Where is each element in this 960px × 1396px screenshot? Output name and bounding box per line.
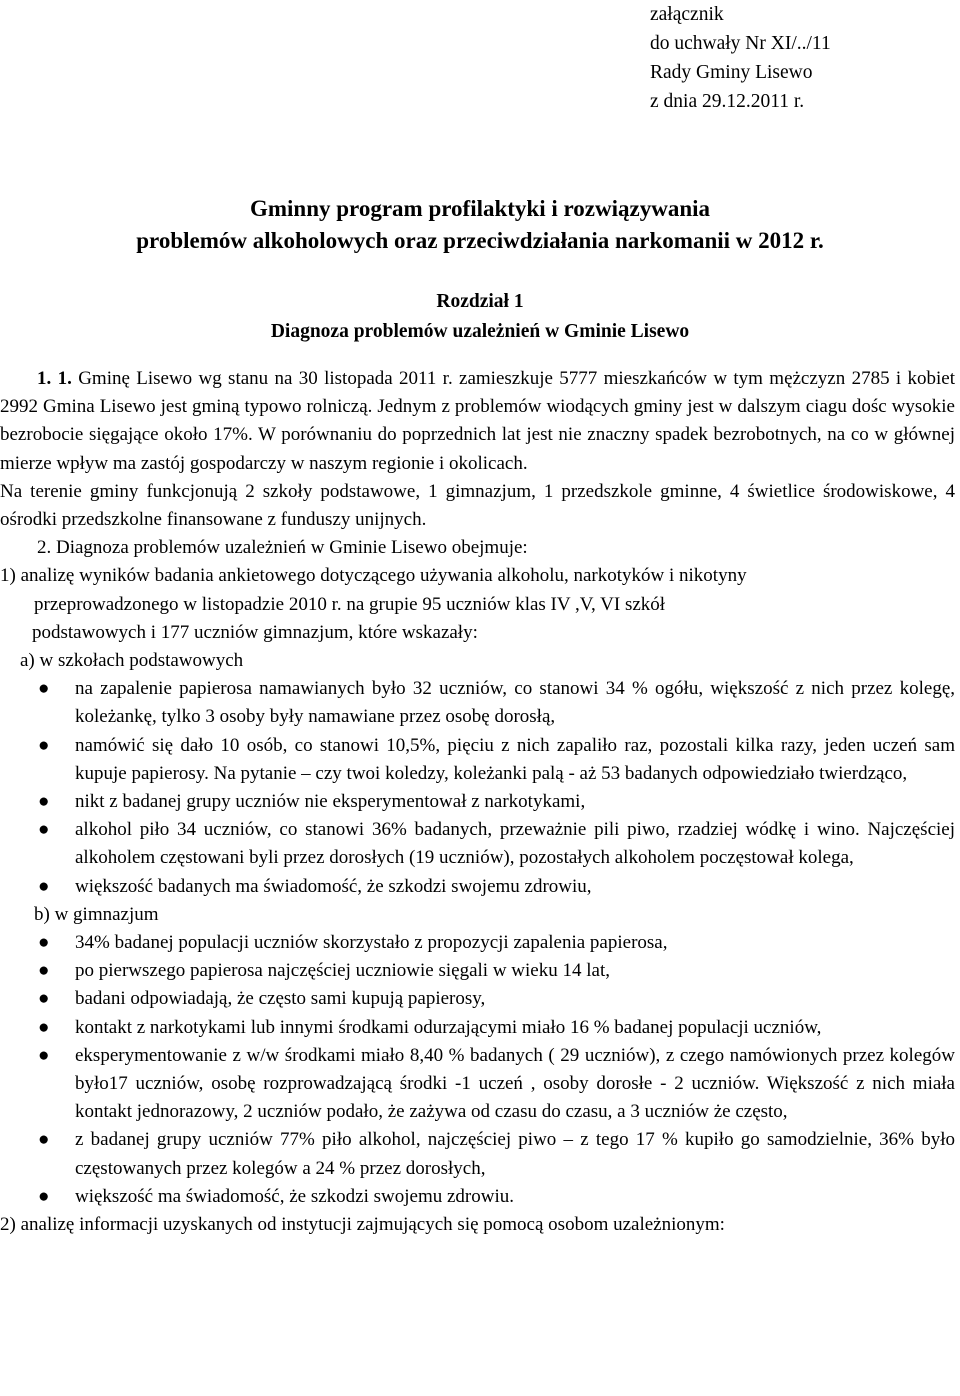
list-item: [0, 816, 955, 872]
list-item-text: większość ma świadomość, że szkodzi swojemu zdrowiu.: [75, 1185, 515, 1207]
list-item-text: po pierwszego papierosa najczęściej uczniowie sięgali w wieku 14 lat,: [75, 960, 610, 982]
section-2-item-1: 1) analizę wyników badania ankietowego dotyczącego używania alkoholu, narkotyków i nikotyny: [0, 565, 747, 587]
bullet-icon: ●: [38, 678, 50, 700]
title-line: problemów alkoholowych oraz przeciwdziałania narkomanii w 2012 r.: [136, 228, 824, 253]
list-item-text: eksperymentowanie z w/w środkami miało 8,40 % badanych ( 29 uczniów), z czego namówionych przez kolegów było17 uczniów, osobę rozprowadzającą środki -1 uczeń , osoby dorosłe - 2 uczniów. Większość z nich miała kontakt jednorazowy, 2 uczniów podało, że zażywa od czasu do czasu, a 3 uczniów że często,: [75, 1044, 955, 1123]
title-line: Gminny program profilaktyki i rozwiązywania: [249, 196, 711, 221]
bullet-icon: ●: [38, 734, 50, 756]
annex-line: załącznik: [650, 4, 724, 25]
list-item-text: namówić się dało 10 osób, co stanowi 10,5%, pięciu z nich zapaliło raz, pozostali kilka razy, jeden uczeń sam kupuje papierosy. Na pytanie – czy twoi koledzy, koleżanki palą - aż 53 badanych odpowiedziało twierdząco,: [75, 734, 955, 784]
bullet-icon: ●: [38, 988, 50, 1010]
bullet-icon: ●: [38, 791, 50, 813]
section-1-text: Gminę Lisewo wg stanu na 30 listopada 2011 r. zamieszkuje 5777 mieszkańców w tym mężczyzn 2785 i kobiet 2992 Gmina Lisewo jest gminą typowo rolniczą. Jednym z problemów wiodących gminy jest w dalszym ciagu dośc wysokie bezrobocie sięgające około 17%. W porównaniu do poprzednich lat jest nie znaczny spadek bezrobotnych, na co w głównej mierze wpływ ma zastój gospodarczy w naszym regionie i okolicach.: [0, 368, 956, 474]
annex-header: [650, 0, 831, 116]
list-item: [0, 1042, 955, 1127]
bullet-list-primary-schools: [0, 675, 955, 901]
section-2-heading: 2. Diagnoza problemów uzależnień w Gminie Lisewo obejmuje:: [37, 537, 528, 559]
list-item-text: z badanej grupy uczniów 77% piło alkohol, najczęściej piwo – z tego 17 % kupiło go samodzielnie, 36% było częstowanych przez kolegów a 24 % przez dorosłych,: [75, 1129, 955, 1179]
list-item: [0, 675, 955, 731]
section-2-item-2: 2) analizę informacji uzyskanych od instytucji zajmujących się pomocą osobom uzależnionym:: [0, 1214, 725, 1236]
list-item: [0, 788, 955, 816]
list-item: [0, 1126, 955, 1182]
section-2-item-1-cont: przeprowadzonego w listopadzie 2010 r. na grupie 95 uczniów klas IV ,V, VI szkół: [34, 593, 666, 615]
bullet-icon: ●: [38, 1185, 50, 1207]
bullet-icon: ●: [38, 819, 50, 841]
annex-line: Rady Gminy Lisewo: [650, 62, 813, 83]
list-item-text: 34% badanej populacji uczniów skorzystało z propozycji zapalenia papierosa,: [75, 932, 668, 954]
list-item: [0, 929, 955, 957]
bullet-icon: ●: [38, 875, 50, 897]
section-2-item-1-cont: podstawowych i 177 uczniów gimnazjum, które wskazały:: [32, 621, 478, 643]
bullet-icon: ●: [38, 1129, 50, 1151]
chapter-heading: [0, 287, 960, 347]
chapter-title: Diagnoza problemów uzależnień w Gminie Lisewo: [270, 321, 690, 342]
list-item: [0, 1183, 955, 1211]
list-item: [0, 957, 955, 985]
bullet-icon: ●: [38, 960, 50, 982]
bullet-icon: ●: [38, 1044, 50, 1066]
list-item: [0, 1014, 955, 1042]
list-item-text: alkohol piło 34 uczniów, co stanowi 36% badanych, przeważnie pili piwo, rzadziej wódkę i wino. Najczęściej alkoholem częstowani byli przez dorosłych (19 uczniów), pozostałych alkoholem poczęstował kolega,: [75, 819, 955, 869]
section-1-number: 1. 1.: [37, 368, 72, 389]
document-body: [0, 365, 955, 1239]
section-1-paragraph: [0, 365, 955, 478]
chapter-number: Rozdział 1: [436, 291, 524, 312]
subsection-a-heading: a) w szkołach podstawowych: [20, 650, 244, 672]
list-item: [0, 985, 955, 1013]
bullet-icon: ●: [38, 1016, 50, 1038]
bullet-icon: ●: [38, 932, 50, 954]
annex-line: do uchwały Nr XI/../11: [650, 33, 831, 54]
list-item-text: nikt z badanej grupy uczniów nie eksperymentował z narkotykami,: [75, 791, 586, 813]
subsection-b-heading: b) w gimnazjum: [34, 903, 159, 925]
document-title: [0, 193, 960, 257]
list-item-text: większość badanych ma świadomość, że szkodzi swojemu zdrowiu,: [75, 875, 592, 897]
list-item-text: badani odpowiadają, że często sami kupują papierosy,: [75, 988, 486, 1010]
list-item: [0, 732, 955, 788]
bullet-list-gymnasium: [0, 929, 955, 1211]
list-item-text: na zapalenie papierosa namawianych było 32 uczniów, co stanowi 34 % ogółu, większość z nich przez kolegę, koleżankę, tylko 3 osoby były namawiane przez osobę dorosłą,: [75, 678, 955, 728]
annex-line: z dnia 29.12.2011 r.: [650, 91, 805, 112]
list-item-text: kontakt z narkotykami lub innymi środkami odurzającymi miało 16 % badanej populacji uczniów,: [75, 1016, 822, 1038]
list-item: [0, 873, 955, 901]
section-1-paragraph-2: Na terenie gminy funkcjonują 2 szkoły podstawowe, 1 gimnazjum, 1 przedszkole gminne, 4 świetlice środowiskowe, 4 ośrodki przedszkolne finansowane z funduszy unijnych.: [0, 480, 955, 531]
